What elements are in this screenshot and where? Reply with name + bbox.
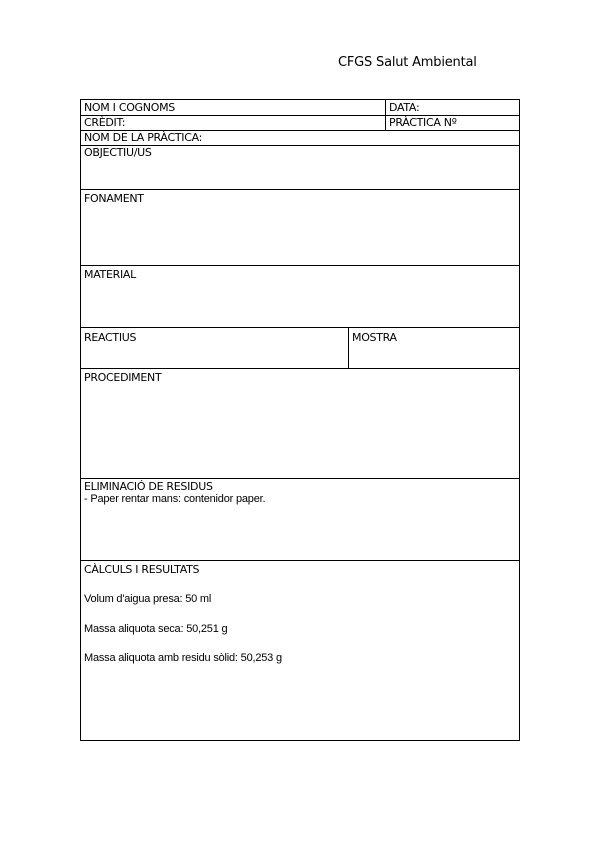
waste-item: - Paper rentar mans: contenidor paper. (84, 493, 266, 505)
procedure-label: PROCEDIMENT (84, 371, 162, 384)
practice-number-cell (386, 116, 519, 130)
row-practice-name (81, 131, 519, 146)
row-name-date (81, 100, 519, 116)
foundation-label: FONAMENT (84, 192, 144, 205)
credit-cell (81, 116, 386, 130)
document-header-title: CFGS Salut Ambiental (338, 55, 477, 70)
practice-number-label: PRÀCTICA Nº (389, 116, 457, 129)
practice-form (80, 99, 520, 741)
result-line: Volum d'aigua presa: 50 ml (84, 593, 212, 605)
row-objective (81, 146, 519, 190)
results-label: CÀLCULS I RESULTATS (84, 563, 200, 576)
name-cell (81, 100, 386, 115)
credit-label: CRÈDIT: (84, 116, 126, 129)
reagents-label: REACTIUS (84, 331, 137, 344)
row-calculations-results (81, 561, 519, 740)
sample-label: MOSTRA (352, 331, 397, 344)
row-material (81, 266, 519, 328)
row-credit-practice-number (81, 116, 519, 131)
practice-name-label: NOM DE LA PRÀCTICA: (84, 131, 203, 144)
row-foundation (81, 190, 519, 266)
material-label: MATERIAL (84, 268, 136, 281)
waste-disposal-label: ELIMINACIÓ DE RESIDUS (84, 480, 213, 493)
objective-label: OBJECTIU/US (84, 146, 152, 159)
date-label: DATA: (389, 101, 420, 114)
result-line: Massa aliquota seca: 50,251 g (84, 623, 228, 635)
name-label: NOM I COGNOMS (84, 101, 175, 114)
reagents-cell (81, 328, 349, 368)
result-line: Massa aliquota amb residu sòlid: 50,253 g (84, 652, 282, 664)
date-cell (386, 100, 519, 115)
row-procedure (81, 369, 519, 479)
row-reagents-sample (81, 328, 519, 369)
row-waste-disposal (81, 479, 519, 561)
sample-cell (349, 328, 519, 368)
